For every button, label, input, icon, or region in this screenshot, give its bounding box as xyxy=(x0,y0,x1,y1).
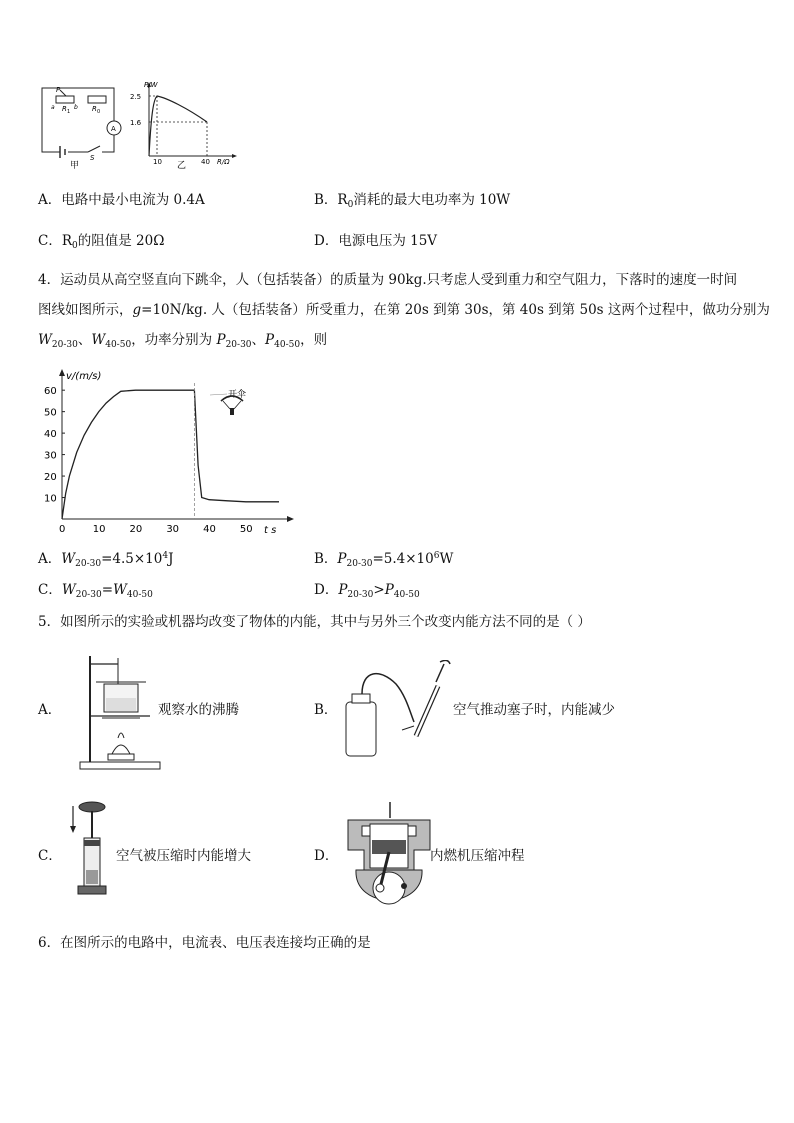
q4-velocity-time-chart xyxy=(38,365,300,537)
x-axis-arrow xyxy=(287,516,294,522)
graph-axis-x-label: R/Ω xyxy=(217,158,230,166)
option-letter: C． xyxy=(38,582,62,598)
exponent: 6 xyxy=(433,551,440,561)
option-letter: D． xyxy=(314,582,339,598)
option-text: 空气推动塞子时，内能减少 xyxy=(453,702,615,718)
q6-stem xyxy=(38,937,371,951)
label-r1: R xyxy=(62,105,67,113)
option-letter: A． xyxy=(38,702,62,718)
stem-text: 图线如图所示， xyxy=(38,302,133,318)
stem-text: 5．如图所示的实验或机器均改变了物体的内能，其中与另外三个改变内能方法不同的是（ ） xyxy=(38,614,591,630)
label-r1-sub: 1 xyxy=(67,109,71,115)
option-letter: C． xyxy=(38,848,62,864)
q3-option-c[interactable] xyxy=(38,235,164,251)
symbol-sub: 40-50 xyxy=(274,340,301,350)
fig-label-jia: 甲 xyxy=(70,161,80,170)
q4-option-c[interactable] xyxy=(38,584,153,600)
y-tick-label: 10 xyxy=(44,493,57,505)
q4-stem-line1 xyxy=(38,274,737,288)
graph-tick-y2: 1.6 xyxy=(130,119,142,127)
q5-option-a-letter[interactable] xyxy=(38,704,61,718)
option-letter: D． xyxy=(314,848,339,864)
option-letter: C． xyxy=(38,233,62,249)
y-tick-label: 40 xyxy=(44,429,57,441)
option-text: 观察水的沸腾 xyxy=(158,702,239,718)
x-tick-label: 20 xyxy=(129,524,143,535)
fig-label-yi: 乙 xyxy=(177,161,187,170)
stem-text: 6．在图所示的电路中，电流表、电压表连接均正确的是 xyxy=(38,935,371,951)
q4-stem-line2 xyxy=(38,304,770,318)
label-p: P xyxy=(56,86,61,94)
label-ammeter: A xyxy=(111,125,116,133)
option-text: 电源电压为 15V xyxy=(338,233,438,249)
stem-text: ，则 xyxy=(300,332,328,348)
symbol-r: R xyxy=(337,192,348,208)
q3-circuit-figure xyxy=(38,80,128,170)
symbol-g: g xyxy=(132,302,142,318)
q5-option-d-caption xyxy=(430,850,525,864)
bottle-pump-image xyxy=(340,660,452,764)
option-text: 内燃机压缩冲程 xyxy=(430,848,525,864)
symbol-sub: 20-30 xyxy=(346,559,373,569)
symbol-sub: 40-50 xyxy=(393,590,420,600)
stem-text: =10N/kg. 人（包括装备）所受重力，在第 20s 到第 30s，第 40s 到第 50s 这两个过程中，做功分别为 xyxy=(141,302,770,318)
symbol-w: W xyxy=(38,332,52,348)
boiling-water-apparatus-image xyxy=(74,650,164,772)
symbol-sub: 40-50 xyxy=(126,590,153,600)
symbol-sub: 20-30 xyxy=(225,340,252,350)
q4-option-d[interactable] xyxy=(314,584,420,600)
x-tick-label: 40 xyxy=(203,524,216,535)
label-r0: R xyxy=(92,105,97,113)
q4-stem-line3 xyxy=(38,334,327,350)
option-letter: B． xyxy=(314,192,338,208)
unit: J xyxy=(168,551,174,567)
label-r0-sub: 0 xyxy=(97,109,101,115)
option-value: =4.5×10 xyxy=(101,551,163,567)
symbol-p: P xyxy=(338,582,348,598)
symbol-sub: 20-30 xyxy=(75,590,102,600)
option-text: 空气被压缩时内能增大 xyxy=(116,848,251,864)
symbol-w: W xyxy=(61,551,76,567)
exponent: 4 xyxy=(162,551,169,561)
symbol-sub: 20-30 xyxy=(51,340,78,350)
x-tick-label: 50 xyxy=(239,524,253,535)
option-text: 消耗的最大电功率为 10W xyxy=(353,192,511,208)
stem-text: ，功率分别为 xyxy=(131,332,217,348)
graph-tick-x1: 10 xyxy=(153,158,162,166)
label-a: a xyxy=(51,104,55,111)
symbol-sub: 20-30 xyxy=(75,559,102,569)
parachute-annotation: 开伞 xyxy=(228,390,247,400)
air-compression-cylinder-image xyxy=(64,800,110,900)
annotation-leader xyxy=(210,394,227,395)
symbol-p: P xyxy=(265,332,275,348)
graph-axis-y-label: P/W xyxy=(144,81,158,89)
symbol-sub: 0 xyxy=(347,200,354,210)
label-switch: S xyxy=(90,154,95,162)
q5-option-c-caption xyxy=(116,850,251,864)
option-letter: A． xyxy=(38,551,62,567)
q5-option-b-caption xyxy=(453,704,615,718)
graph-tick-x2: 40 xyxy=(201,158,210,166)
q3-option-a[interactable] xyxy=(38,194,205,208)
r0-resistor xyxy=(88,96,106,103)
symbol-sub: 0 xyxy=(72,241,78,251)
label-b: b xyxy=(74,104,78,111)
velocity-curve xyxy=(62,390,279,519)
symbol-r: R xyxy=(61,233,73,249)
operator: > xyxy=(373,582,385,598)
stem-text: 4．运动员从高空竖直向下跳伞，人（包括装备）的质量为 90kg.只考虑人受到重力和空气阻力，下落时的速度一时间 xyxy=(38,272,738,288)
y-axis-label: v/(m/s) xyxy=(66,371,102,382)
symbol-p: P xyxy=(216,332,226,348)
q3-power-graph xyxy=(127,78,242,170)
separator: 、 xyxy=(77,332,92,348)
symbol-sub: 40-50 xyxy=(105,340,132,350)
combustion-engine-image xyxy=(344,800,434,918)
symbol-w: W xyxy=(113,582,127,598)
option-letter: B． xyxy=(314,551,338,567)
separator: 、 xyxy=(251,332,266,348)
r1-resistor xyxy=(56,96,74,103)
q4-option-b[interactable] xyxy=(314,552,453,569)
option-letter: D． xyxy=(314,233,339,249)
q5-option-c-letter[interactable] xyxy=(38,850,62,864)
x-tick-label: 10 xyxy=(92,524,106,535)
y-tick-label: 60 xyxy=(44,386,57,398)
q5-stem xyxy=(38,616,591,630)
symbol-w: W xyxy=(91,332,106,348)
option-text: 的阻值是 20Ω xyxy=(77,233,165,249)
q3-option-d[interactable] xyxy=(314,235,437,249)
option-letter: A． xyxy=(38,192,62,208)
symbol-p: P xyxy=(337,551,347,567)
q5-option-d-letter[interactable] xyxy=(314,850,338,864)
x-tick-label: 30 xyxy=(166,524,180,535)
symbol-w: W xyxy=(61,582,76,598)
unit: W xyxy=(439,551,454,567)
x-axis-label: t s xyxy=(264,525,277,536)
q5-option-a-caption xyxy=(158,704,239,718)
y-axis-arrow xyxy=(59,369,65,376)
x-tick-label: 0 xyxy=(59,524,66,535)
y-tick-label: 20 xyxy=(44,472,57,484)
q3-option-b[interactable] xyxy=(314,194,510,210)
y-tick-label: 50 xyxy=(44,407,57,419)
operator: = xyxy=(101,582,113,598)
symbol-sub: 20-30 xyxy=(347,590,374,600)
q4-option-a[interactable] xyxy=(38,552,174,569)
y-tick-label: 30 xyxy=(44,450,57,462)
graph-tick-y1: 2.5 xyxy=(130,93,142,101)
option-letter: B． xyxy=(314,702,338,718)
option-value: =5.4×10 xyxy=(372,551,434,567)
q5-option-b-letter[interactable] xyxy=(314,704,337,718)
option-text: 电路中最小电流为 0.4A xyxy=(61,192,205,208)
symbol-p: P xyxy=(384,582,394,598)
